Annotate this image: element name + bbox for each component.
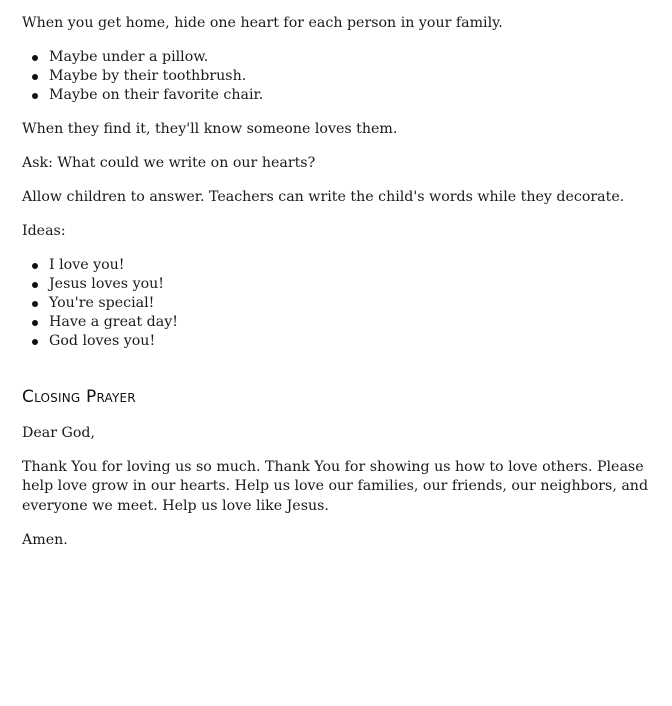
list-item bbox=[22, 275, 650, 294]
list-item-text: Jesus loves you! bbox=[49, 275, 164, 292]
find-paragraph: When they find it, they'll know someone loves them. bbox=[22, 120, 398, 137]
list-item bbox=[22, 86, 650, 105]
ideas-list bbox=[22, 256, 650, 351]
list-item bbox=[22, 67, 650, 86]
list-item bbox=[22, 256, 650, 275]
bullet-icon bbox=[32, 263, 38, 269]
hiding-places-list bbox=[22, 48, 650, 105]
list-item bbox=[22, 313, 650, 332]
list-item-text: Maybe on their favorite chair. bbox=[49, 87, 264, 103]
bullet-icon bbox=[32, 301, 38, 307]
list-item bbox=[22, 294, 650, 313]
prayer-amen: Amen. bbox=[22, 531, 68, 548]
list-item-text: You're special! bbox=[49, 294, 155, 311]
bullet-icon bbox=[32, 55, 38, 61]
bullet-icon bbox=[32, 339, 38, 345]
list-item-text: I love you! bbox=[49, 256, 125, 273]
section-heading-closing-prayer: Closing Prayer bbox=[22, 386, 136, 407]
prayer-body: Thank You for loving us so much. Thank You for showing us how to love others. Please help love grow in our hearts. Help us love our families, our friends, our neighbors, and everyone we meet. Help us love like Jesus. bbox=[22, 458, 649, 514]
list-item-text: God loves you! bbox=[49, 332, 156, 349]
bullet-icon bbox=[32, 282, 38, 288]
allow-paragraph: Allow children to answer. Teachers can write the child's words while they decorate. bbox=[22, 188, 625, 205]
intro-paragraph: When you get home, hide one heart for each person in your family. bbox=[22, 15, 503, 31]
ask-paragraph: Ask: What could we write on our hearts? bbox=[22, 154, 316, 171]
bullet-icon bbox=[32, 320, 38, 326]
bullet-icon bbox=[32, 74, 38, 80]
ideas-label: Ideas: bbox=[22, 222, 66, 239]
list-item-text: Maybe under a pillow. bbox=[49, 49, 209, 65]
list-item bbox=[22, 332, 650, 351]
list-item bbox=[22, 48, 650, 67]
list-item-text: Have a great day! bbox=[49, 313, 178, 330]
prayer-greeting: Dear God, bbox=[22, 424, 95, 441]
bullet-icon bbox=[32, 93, 38, 99]
list-item-text: Maybe by their toothbrush. bbox=[49, 68, 247, 84]
